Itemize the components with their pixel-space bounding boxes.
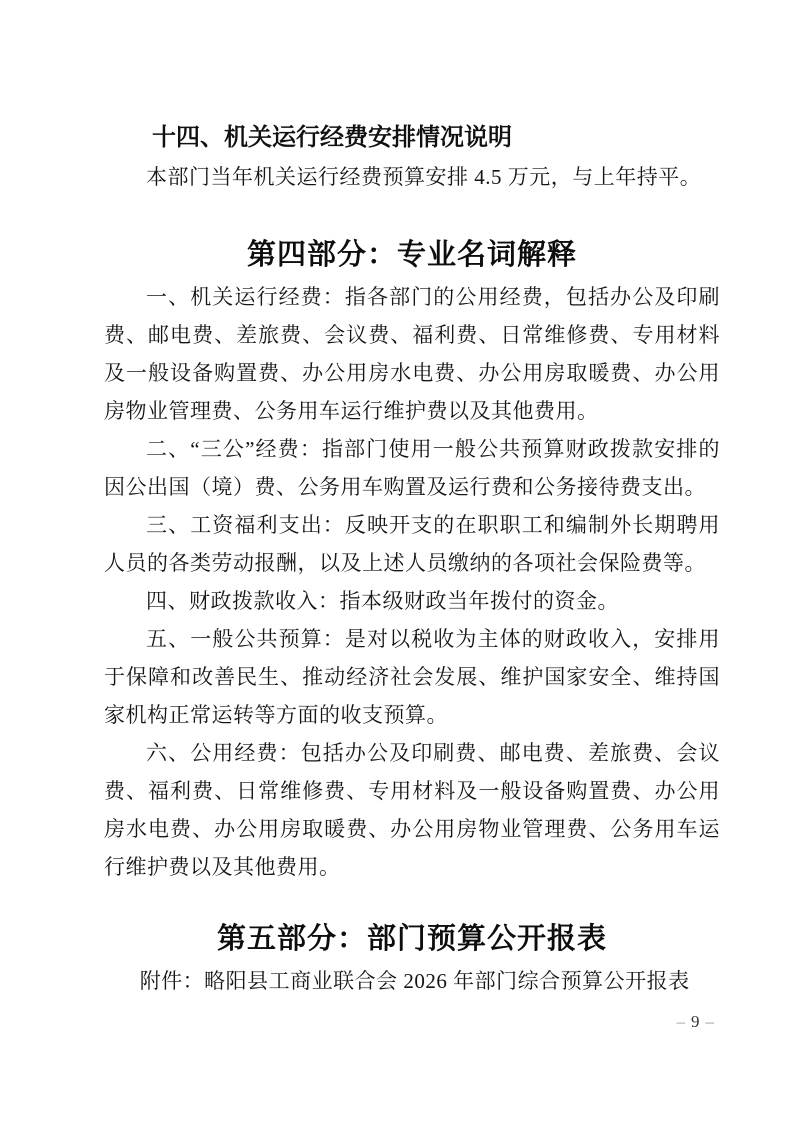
- section14-heading: 十四、机关运行经费安排情况说明: [152, 124, 512, 151]
- term-definition-paragraph-6: 六、公用经费：包括办公及印刷费、邮电费、差旅费、会议费、福利费、日常维修费、专用材料及一般设备购置费、办公用房水电费、办公用房取暖费、办公用房物业管理费、公务用车运行维护费以及其他费用。: [104, 741, 720, 879]
- document-content: [104, 118, 720, 1000]
- term-definition-paragraph-3: 三、工资福利支出：反映开支的在职职工和编制外长期聘用人员的各类劳动报酬，以及上述人员缴纳的各项社会保险费等。: [104, 513, 720, 575]
- term-definition-paragraph-1: 一、机关运行经费：指各部门的公用经费，包括办公及印刷费、邮电费、差旅费、会议费、福利费、日常维修费、专用材料及一般设备购置费、办公用房水电费、办公用房取暖费、办公用房物业管理费、公务用车运行维护费以及其他费用。: [104, 285, 720, 423]
- page-number-value: 9: [691, 1012, 700, 1031]
- page-number-right-dash: –: [705, 1012, 714, 1031]
- part4-title: 第四部分：专业名词解释: [246, 239, 577, 271]
- term-definition-paragraph-5: 五、一般公共预算：是对以税收为主体的财政收入，安排用于保障和改善民生、推动经济社会发展、维护国家安全、维持国家机构正常运转等方面的收支预算。: [104, 627, 720, 727]
- attachment-reference-line: 附件：略阳县工商业联合会 2026 年部门综合预算公开报表: [139, 969, 690, 993]
- term-definition-paragraph-2: 二、“三公”经费：指部门使用一般公共预算财政拨款安排的因公出国（境）费、公务用车购置及运行费和公务接待费支出。: [104, 437, 720, 499]
- section14-body-paragraph: 本部门当年机关运行经费预算安排 4.5 万元，与上年持平。: [146, 165, 702, 189]
- part5-title: 第五部分：部门预算公开报表: [216, 923, 607, 955]
- page-number: [0, 1008, 720, 1036]
- term-definition-paragraph-4: 四、财政拨款收入：指本级财政当年拨付的资金。: [146, 589, 619, 613]
- page-number-left-dash: –: [676, 1012, 685, 1031]
